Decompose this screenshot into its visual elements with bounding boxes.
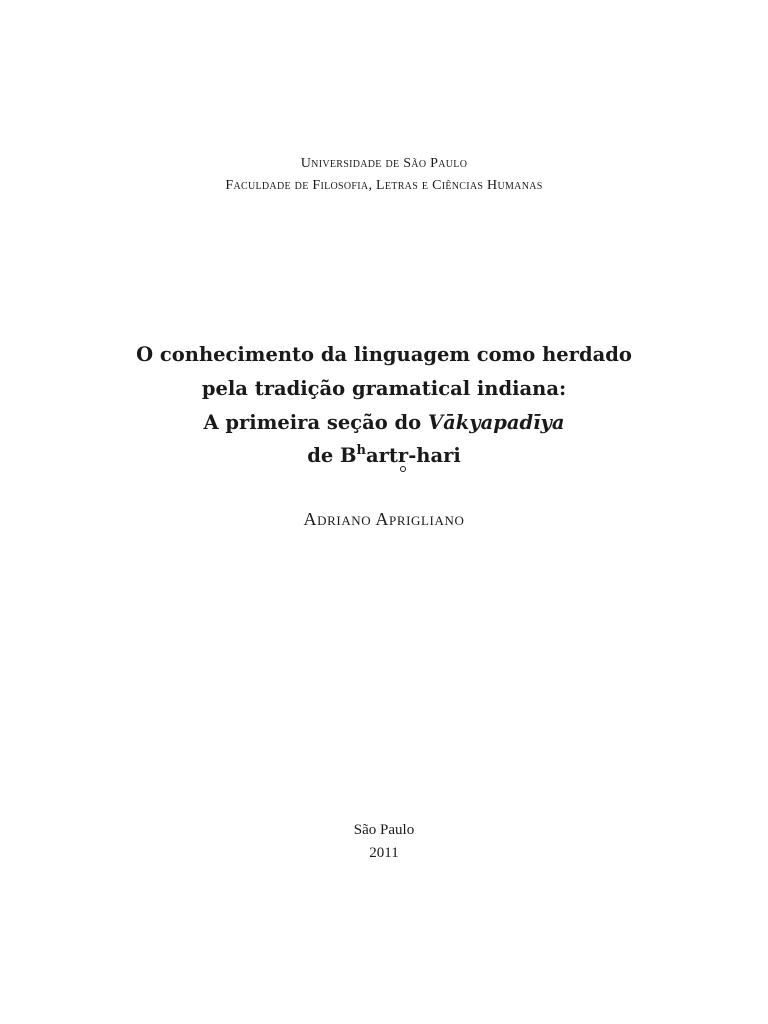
title-line-2: pela tradição gramatical indiana: — [201, 377, 567, 400]
author-name: Adriano Aprigliano — [303, 509, 465, 529]
publication-year: 2011 — [369, 845, 399, 861]
title-line-3 — [0, 413, 768, 433]
faculty-name: Faculdade de Filosofia, Letras e Ciências Humanas — [225, 178, 543, 193]
title-line-1: O conhecimento da linguagem como herdado — [136, 343, 632, 366]
title-line-4-prefix: de B — [307, 444, 357, 467]
title-line-4-suffix: -hari — [408, 444, 461, 467]
publication-place: São Paulo — [353, 822, 415, 838]
title-line-4-mid: art — [365, 444, 398, 467]
title-line-3-prefix: A primeira seção do — [203, 411, 428, 434]
title-line-4 — [0, 443, 768, 467]
university-name: Universidade de São Paulo — [300, 156, 468, 171]
work-title-italic: Vākyapadīya — [427, 411, 565, 434]
aspiration-superscript: h — [356, 443, 366, 458]
vocalic-r-with-ring: r — [397, 444, 409, 467]
